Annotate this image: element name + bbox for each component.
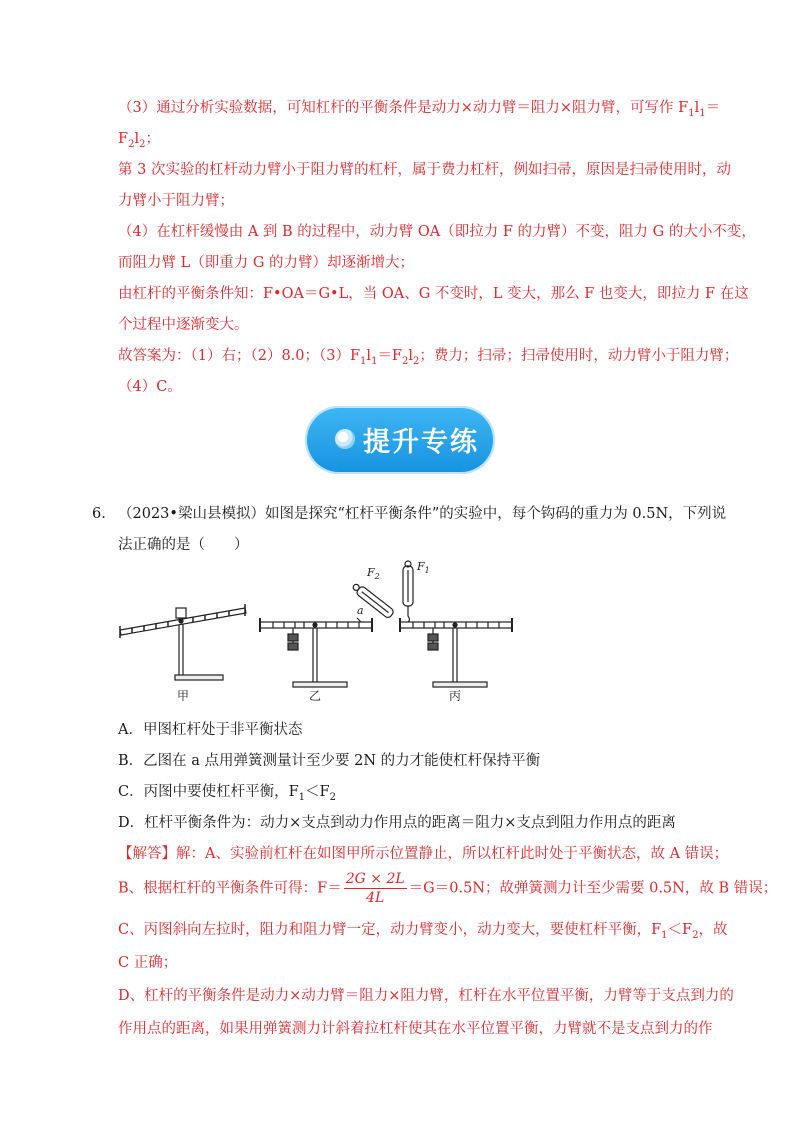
section-badge — [305, 406, 495, 474]
question-stem-a: （2023•梁山县模拟）如图是探究“杠杆平衡条件”的实验中，每个钩码的重力为 0.5N，下列说 — [118, 506, 727, 522]
solution-c-line-a: C、丙图斜向左拉时，阻力和阻力臂一定，动力臂变小，动力变大，要使杠杆平衡，$F_1<F_2$，故 — [118, 922, 728, 941]
solution-line-4b: 而阻力臂 L（即重力 G 的力臂）却逐渐增大； — [118, 255, 415, 271]
solution-line-4a: （4）在杠杆缓慢由 A 到 B 的过程中，动力臂 OA（即拉力 F 的力臂）不变，阻力 G 的大小不变， — [118, 224, 756, 240]
badge-label: 提升专练 — [363, 427, 479, 458]
option-d: D．杠杆平衡条件为：动力×支点到动力作用点的距离＝阻力×支点到阻力作用点的距离 — [118, 815, 676, 831]
option-c: C．丙图中要使杠杆平衡，$F_1<F_2$ — [118, 784, 336, 803]
solution-line-3b: $F_2l_2$； — [118, 131, 160, 150]
option-b: B．乙图在 a 点用弹簧测量计至少要 2N 的力才能使杠杆保持平衡 — [118, 753, 541, 769]
solution-c-line-b: C 正确； — [118, 955, 178, 971]
label-bing: 丙 — [449, 689, 462, 703]
solution-d-line-b: 作用点的距离，如果用弹簧测力计斜着拉杠杆使其在水平位置平衡，力臂就不是支点到力的作 — [118, 1021, 713, 1037]
solution-line-4c: 由杠杆的平衡条件知：F•OA＝G•L，当 OA、G 不变时，L 变大，那么 F 也变大，即拉力 F 在这 — [118, 286, 749, 302]
solution-a-line: 【解答】解：A、实验前杠杆在如图甲所示位置静止，所以杠杆此时处于平衡状态，故 A 错误； — [118, 846, 729, 862]
option-a: A．甲图杠杆处于非平衡状态 — [118, 722, 303, 738]
solution-line-3a: （3）通过分析实验数据，可知杠杆的平衡条件是动力×动力臂＝阻力×阻力臂，可写作 $F_1l_1=$ — [118, 100, 721, 119]
label-yi: 乙 — [309, 689, 322, 703]
label-jia: 甲 — [177, 689, 190, 703]
figure-jia — [120, 604, 246, 680]
solution-line-4d: 个过程中逐渐变大。 — [118, 317, 249, 333]
question-stem-b: 法正确的是（ ） — [118, 537, 249, 553]
label-f2: $F_2$ — [367, 566, 380, 581]
lever-experiment-figure — [115, 558, 535, 708]
figure-yi — [260, 618, 372, 687]
badge-dot-icon — [335, 429, 355, 449]
label-point-a: a — [357, 604, 364, 617]
jieda-tag: 【解答】 — [118, 846, 176, 862]
answer-line-a: 故答案为：（1）右；（2）8.0；$(3)F_1l_1=F_2l_2$；费力；扫帚；扫帚使用时，动力臂小于阻力臂； — [118, 348, 739, 367]
label-f1: $F_1$ — [417, 560, 430, 575]
solution-line-3d: 力臂小于阻力臂； — [118, 193, 234, 209]
formula-fraction: $\frac{2G \times 2L}{4L}$ — [345, 871, 405, 906]
solution-d-line-a: D、杠杆的平衡条件是动力×动力臂＝阻力×阻力臂，杠杆在水平位置平衡，力臂等于支点到力的 — [118, 988, 734, 1004]
solution-line-3c: 第 3 次实验的杠杆动力臂小于阻力臂的杠杆，属于费力杠杆，例如扫帚，原因是扫帚使用时，动 — [118, 162, 731, 178]
answer-line-b: （4）C。 — [118, 379, 182, 395]
solution-b-line: B、根据杠杆的平衡条件可得：F＝ $\frac{2G \times 2L}{4L}$ ＝G＝0.5N；故弹簧测力计至少需要 0.5N，故 B 错误； — [118, 871, 778, 906]
question-number: 6. — [92, 506, 106, 522]
